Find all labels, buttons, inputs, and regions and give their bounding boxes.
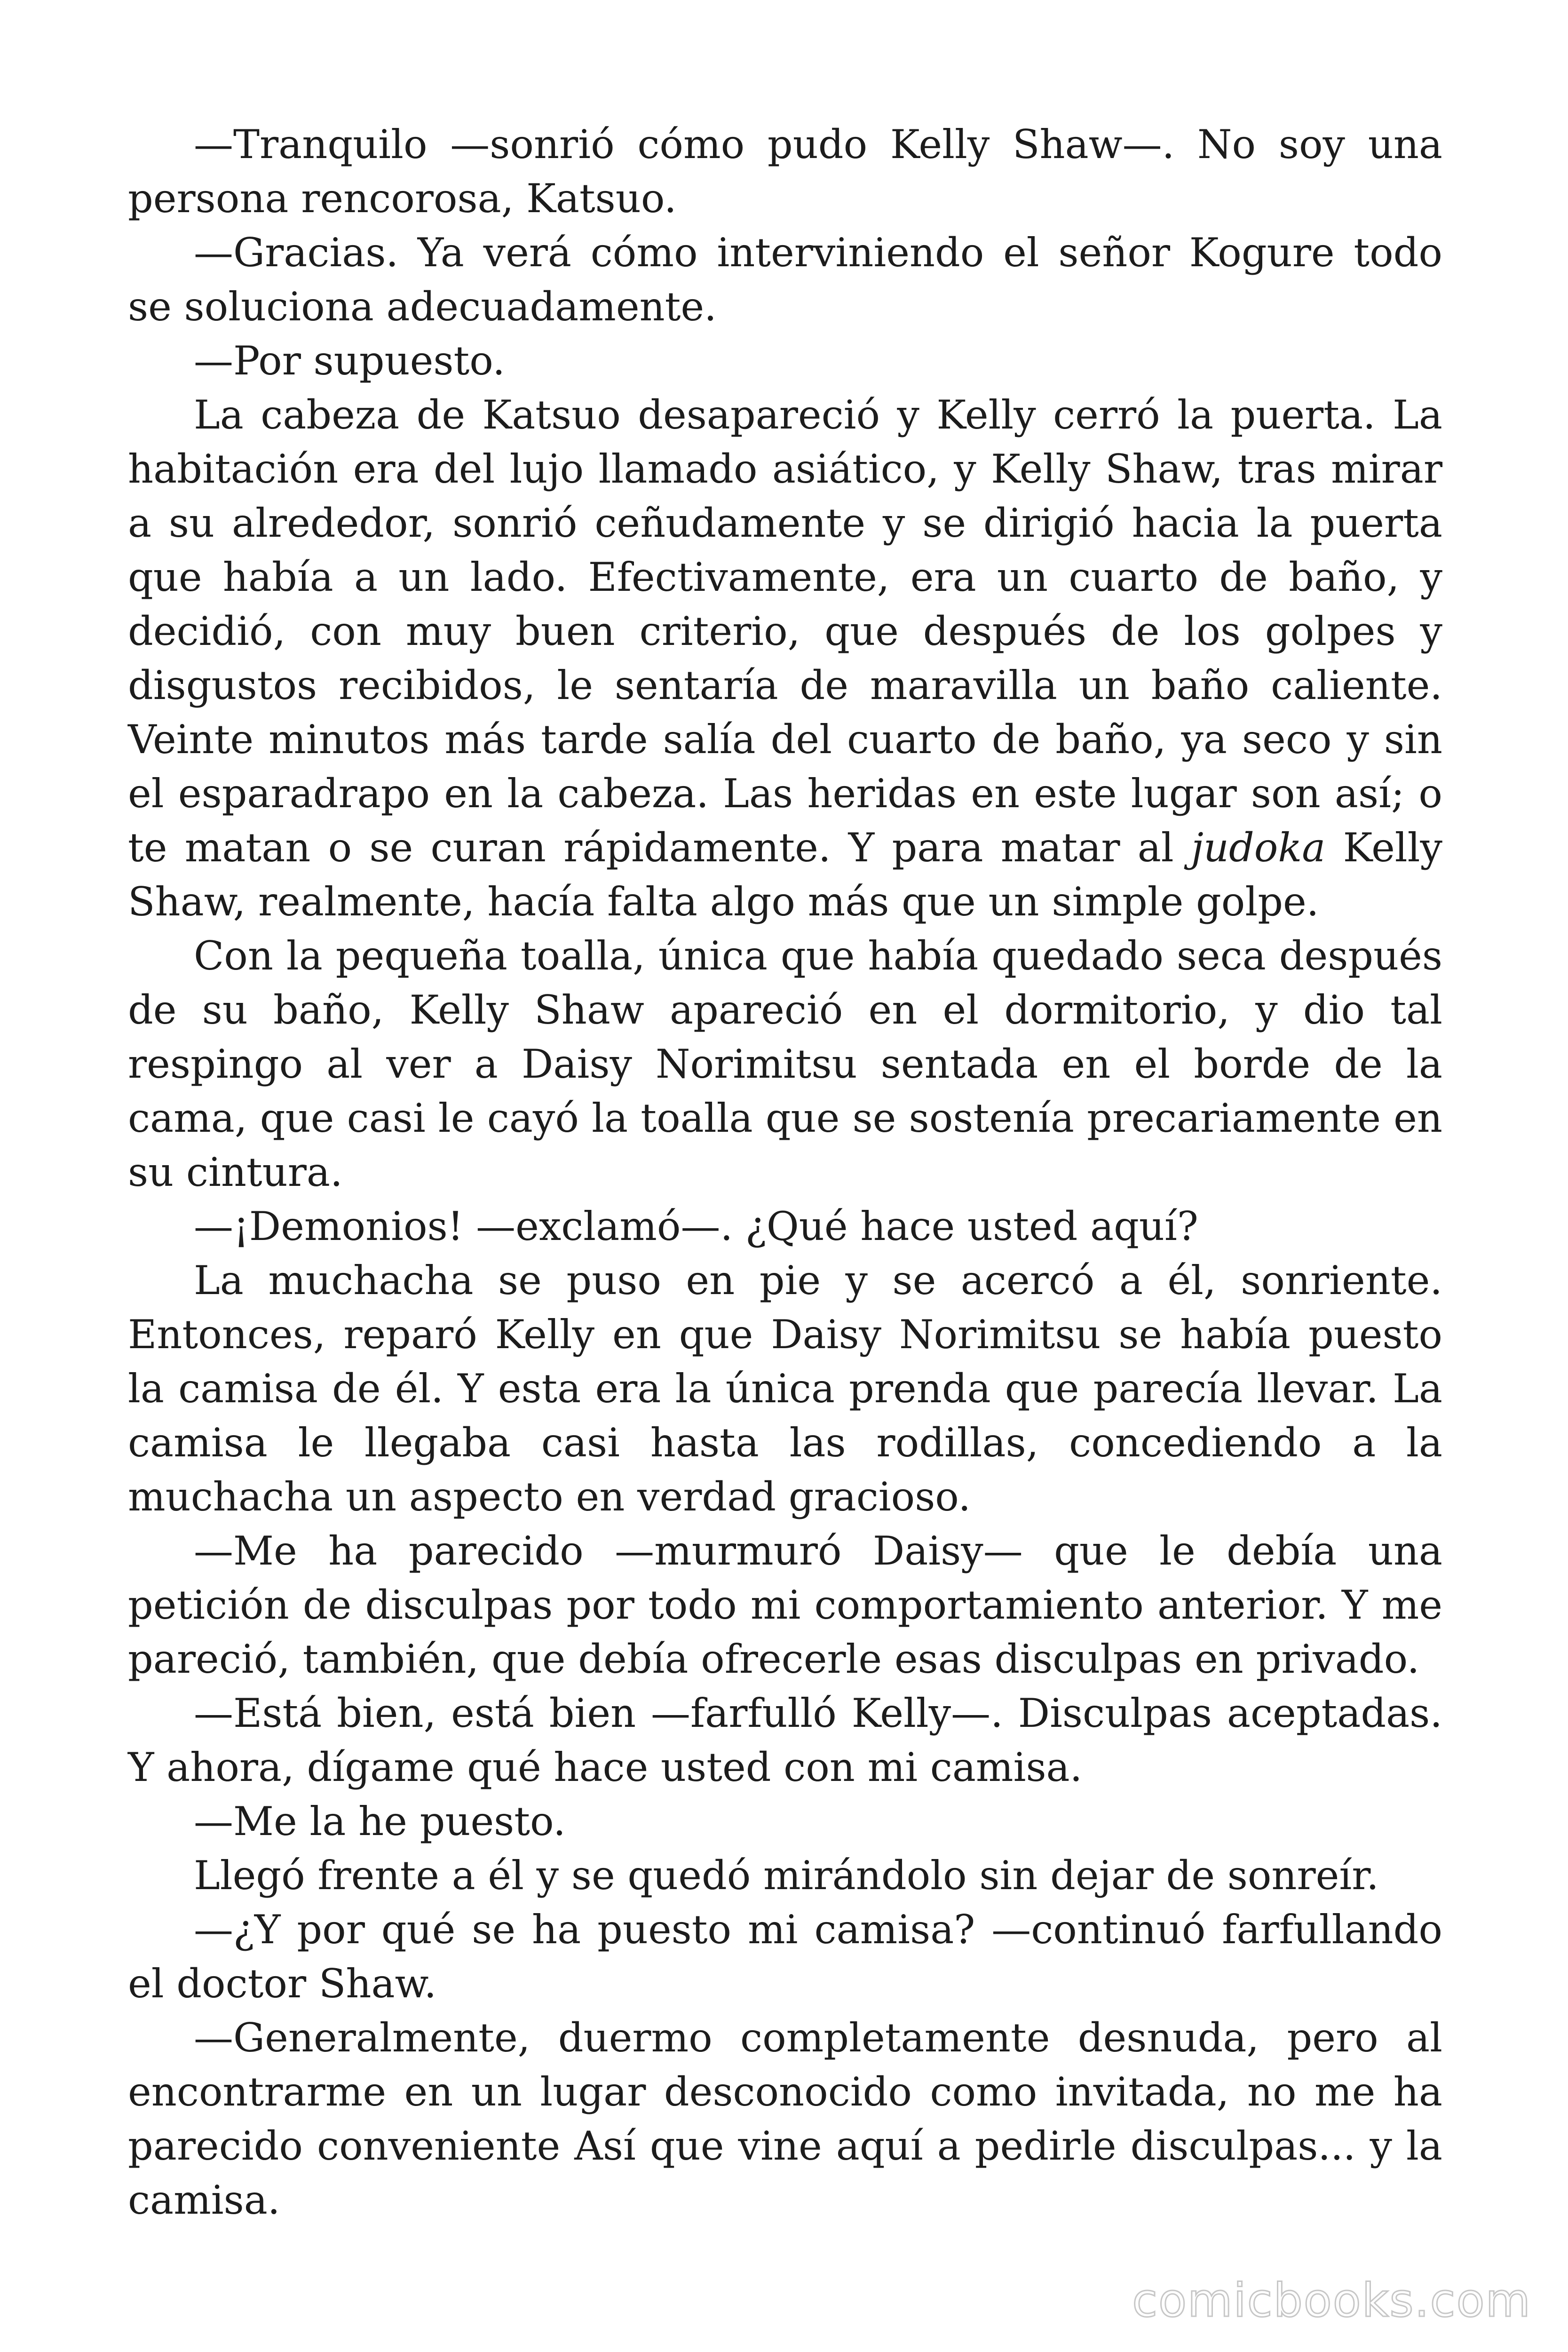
paragraph: —Gracias. Ya verá cómo interviniendo el señor Kogure todo se soluciona adecuadamente. (128, 230, 1442, 330)
paragraph: —Por supuesto. (194, 338, 505, 384)
paragraph: Llegó frente a él y se quedó mirándolo sin dejar de sonreír. (194, 1852, 1379, 1899)
paragraph: —Está bien, está bien —farfulló Kelly—. Disculpas aceptadas. Y ahora, dígame qué hace usted con mi camisa. (128, 1690, 1442, 1790)
paragraph: —Generalmente, duermo completamente desnuda, pero al encontrarme en un lugar desconocido como invitada, no me ha parecido conveniente Así que vine aquí a pedirle disculpas... y la camisa. (128, 2015, 1442, 2223)
paragraph: La muchacha se puso en pie y se acercó a él, sonriente. Entonces, reparó Kelly en que Daisy Norimitsu se había puesto la camisa de él. Y esta era la única prenda que parecía llevar. La camisa le llegaba casi hasta las rodillas, concediendo a la muchacha un aspecto en verdad gracioso. (128, 1257, 1442, 1520)
paragraph: Con la pequeña toalla, única que había quedado seca después de su baño, Kelly Shaw apareció en el dormitorio, y dio tal respingo al ver a Daisy Norimitsu sentada en el borde de la cama, que casi le cayó la toalla que se sostenía precariamente en su cintura. (128, 933, 1442, 1195)
paragraph: —¡Demonios! —exclamó—. ¿Qué hace usted aquí? (194, 1203, 1198, 1249)
paragraph: —¿Y por qué se ha puesto mi camisa? —continuó farfullando el doctor Shaw. (128, 1907, 1442, 2007)
paragraph: La cabeza de Katsuo desapareció y Kelly cerró la puerta. La habitación era del lujo llamado asiático, y Kelly Shaw, tras mirar a su alrededor, sonrió ceñudamente y se dirigió hacia la puerta que había a un lado. Efectivamente, era un cuarto de baño, y decidió, con muy buen criterio, que después de los golpes y disgustos recibidos, le sentaría de maravilla un baño caliente. Veinte minutos más tarde salía del cuarto de baño, ya seco y sin el esparadrapo en la cabeza. Las heridas en este lugar son así; o te matan o se curan rápidamente. Y para matar al judoka Kelly Shaw, realmente, hacía falta algo más que un simple golpe. (128, 392, 1442, 925)
paragraph: —Me ha parecido —murmuró Daisy— que le debía una petición de disculpas por todo mi comportamiento anterior. Y me pareció, también, que debía ofrecerle esas disculpas en privado. (128, 1528, 1442, 1682)
paragraph: —Tranquilo —sonrió cómo pudo Kelly Shaw—. No soy una persona rencorosa, Katsuo. (128, 121, 1442, 222)
watermark: comicbooks.com (1132, 2274, 1531, 2328)
page-body (128, 118, 1442, 2227)
emphasis: judoka (1191, 825, 1326, 871)
paragraph: —Me la he puesto. (194, 1798, 566, 1844)
